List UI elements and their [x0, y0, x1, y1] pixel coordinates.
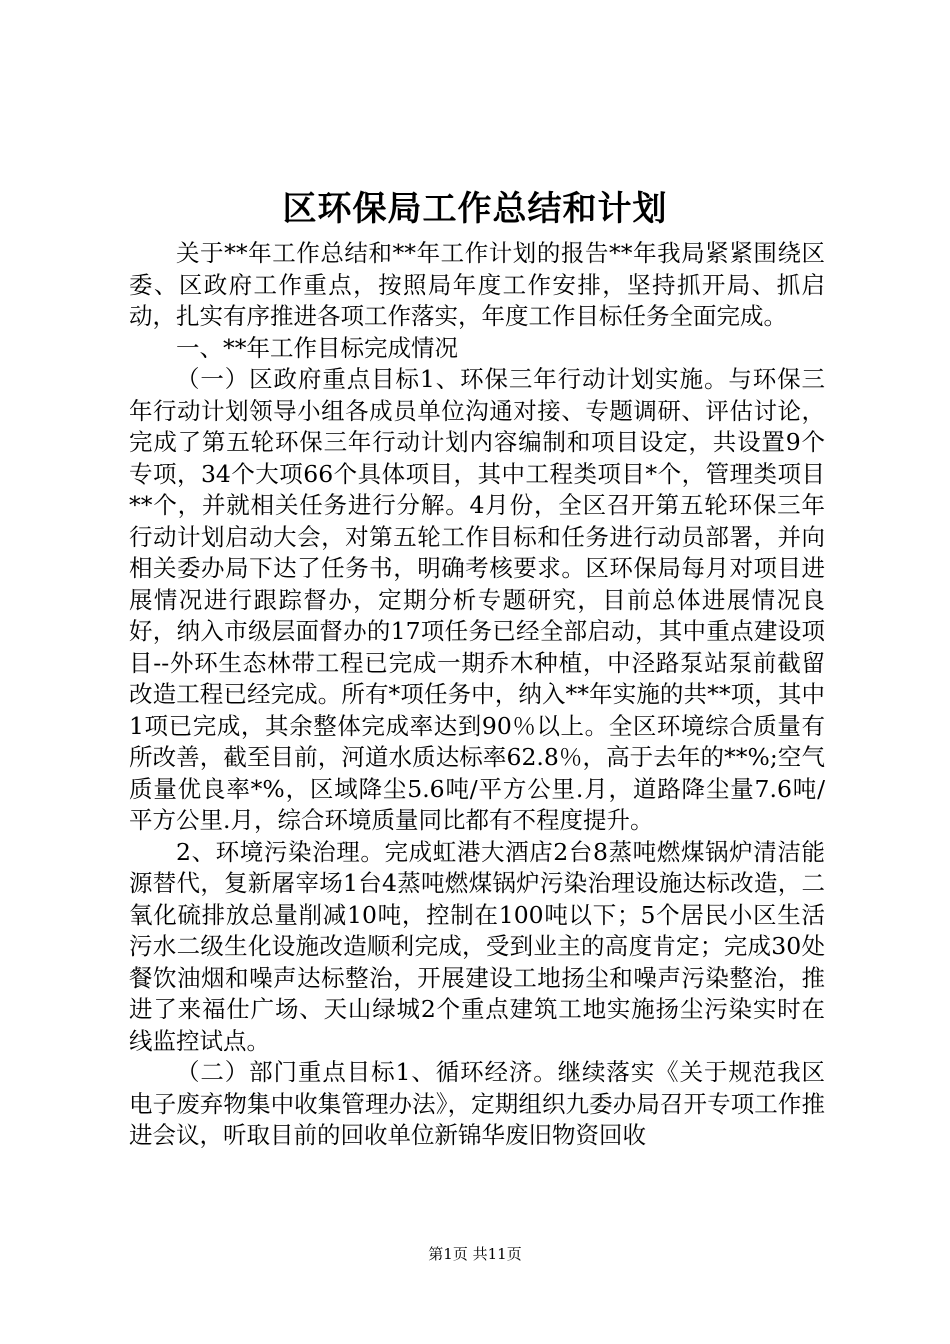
- paragraph-pollution-control: 2、环境污染治理。完成虹港大酒店2台8蒸吨燃煤锅炉清洁能源替代，复新屠宰场1台4蒸吨燃煤锅炉污染治理设施达标改造，二氧化硫排放总量削减10吨，控制在100吨以下；5个居民小区生活污水二级生化设施改造顺利完成，受到业主的高度肯定；完成30处餐饮油烟和噪声达标整治，开展建设工地扬尘和噪声污染整治，推进了来福仕广场、天山绿城2个重点建筑工地实施扬尘污染实时在线监控试点。: [129, 837, 825, 1055]
- paragraph-intro: 关于**年工作总结和**年工作计划的报告**年我局紧紧围绕区委、区政府工作重点，按照局年度工作安排，坚持抓开局、抓启动，扎实有序推进各项工作落实，年度工作目标任务全面完成。: [129, 239, 825, 330]
- document-title: 区环保局工作总结和计划: [282, 189, 668, 229]
- page-number: 第1页 共11页: [428, 1245, 522, 1263]
- document-body: [129, 238, 825, 1152]
- paragraph-district-goals: （一）区政府重点目标1、环保三年行动计划实施。与环保三年行动计划领导小组各成员单位沟通对接、专题调研、评估讨论，完成了第五轮环保三年行动计划内容编制和项目设定，共设置9个专项，34个大项66个具体项目，其中工程类项目*个，管理类项目**个，并就相关任务进行分解。4月份，全区召开第五轮环保三年行动计划启动大会，对第五轮工作目标和任务进行动员部署，并向相关委办局下达了任务书，明确考核要求。区环保局每月对项目进展情况进行跟踪督办，定期分析专题研究，目前总体进展情况良好，纳入市级层面督办的17项任务已经全部启动，其中重点建设项目--外环生态林带工程已完成一期乔木种植，中泾路泵站泵前截留改造工程已经完成。所有*项任务中，纳入**年实施的共**项，其中1项已完成，其余整体完成率达到90％以上。全区环境综合质量有所改善，截至目前，河道水质达标率62.8％，高于去年的**%;空气质量优良率*%，区域降尘5.6吨/平方公里.月，道路降尘量7.6吨/平方公里.月，综合环境质量同比都有不程度提升。: [129, 365, 825, 834]
- section-heading: 一、**年工作目标完成情况: [176, 333, 458, 362]
- paragraph-department-goals: （二）部门重点目标1、循环经济。继续落实《关于规范我区电子废弃物集中收集管理办法》，定期组织九委办局召开专项工作推进会议，听取目前的回收单位新锦华废旧物资回收: [129, 1058, 825, 1149]
